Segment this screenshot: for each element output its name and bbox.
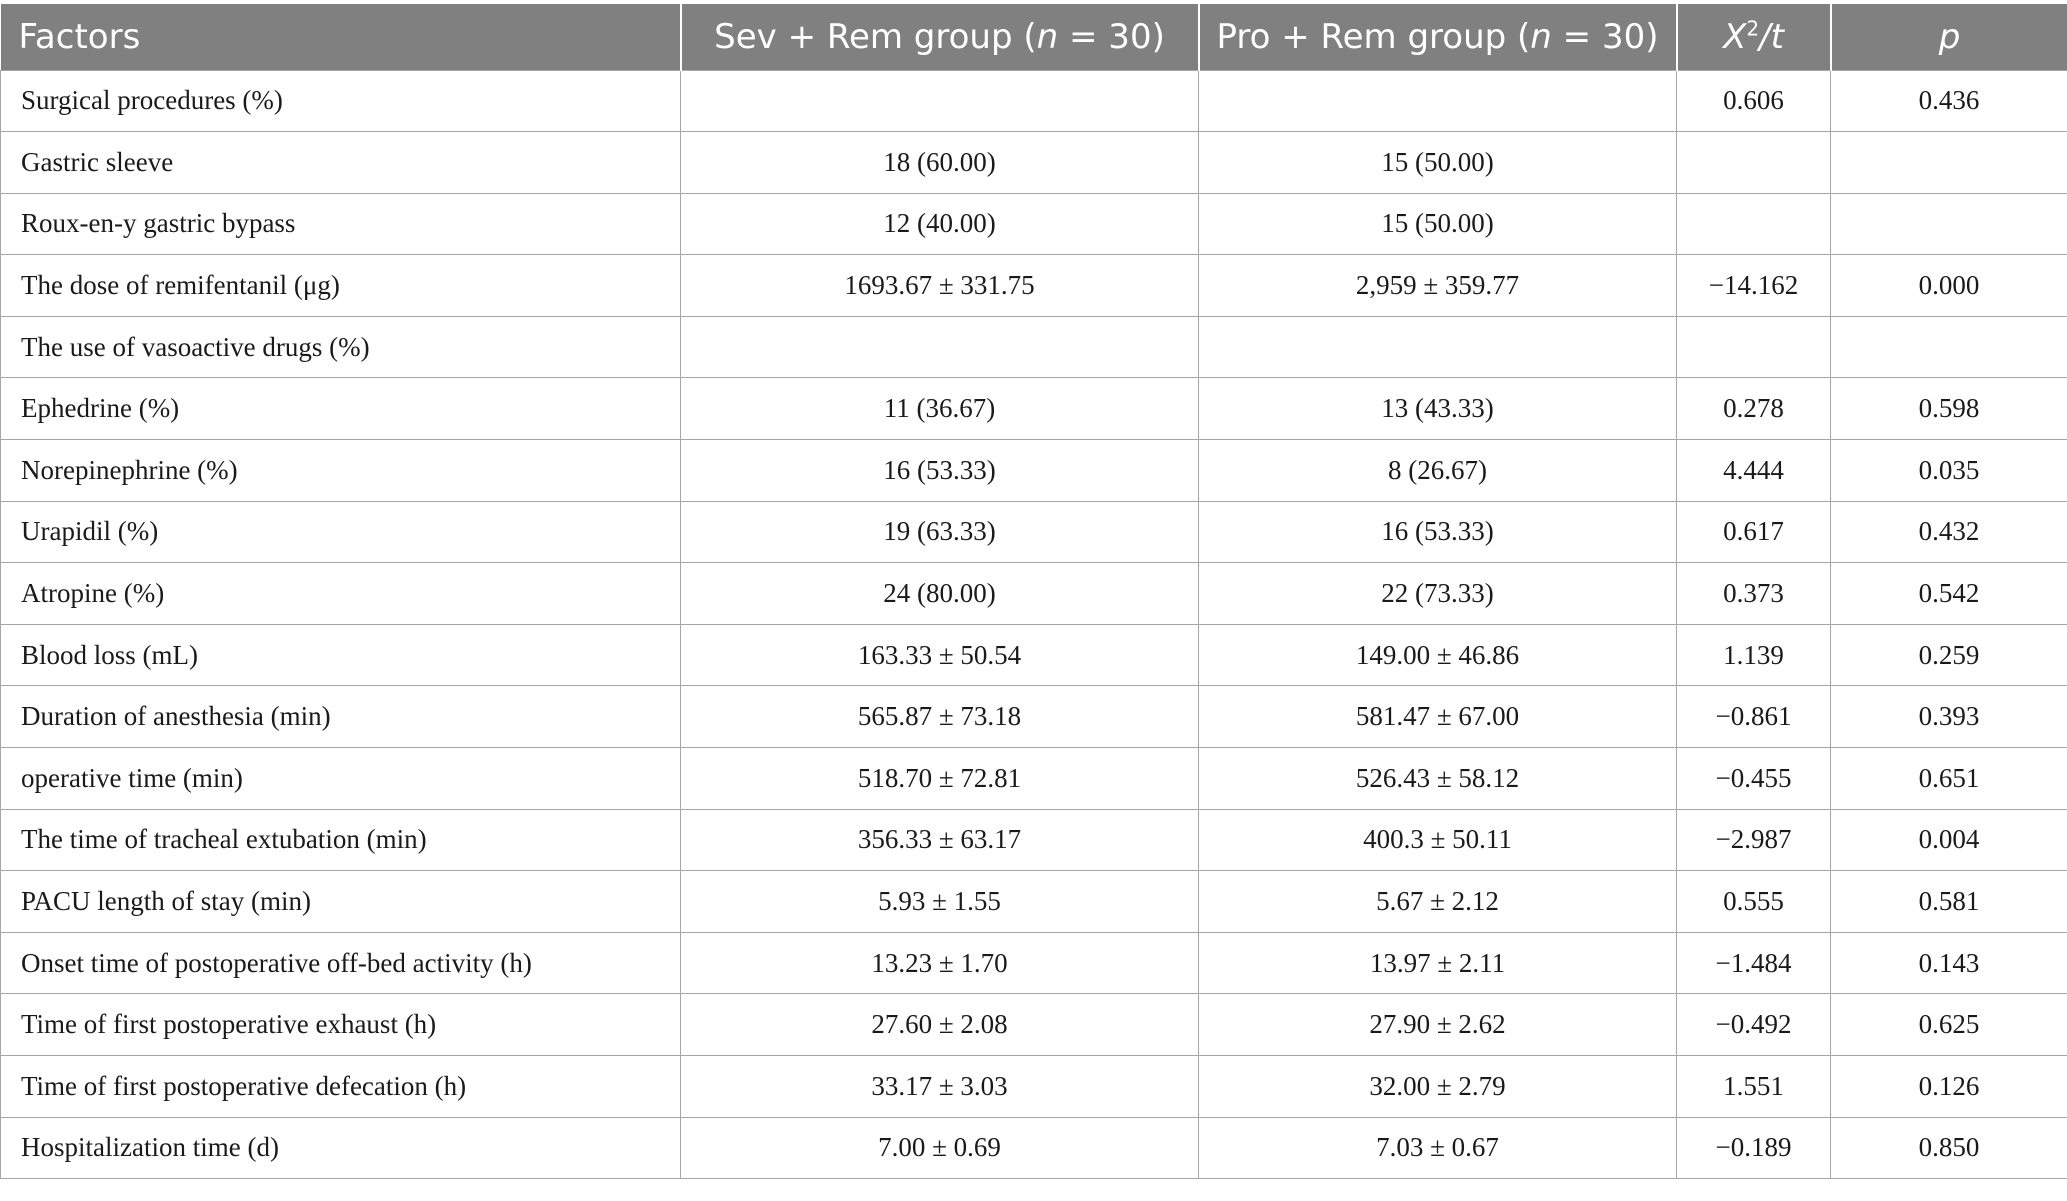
- sev-cell: 12 (40.00): [681, 193, 1199, 255]
- sev-cell: 18 (60.00): [681, 132, 1199, 194]
- factor-cell: operative time (min): [1, 748, 681, 810]
- p-cell: 0.393: [1831, 686, 2067, 748]
- pro-cell: 16 (53.33): [1199, 501, 1677, 563]
- p-cell: 0.000: [1831, 255, 2067, 317]
- p-cell: [1831, 193, 2067, 255]
- stat-cell: [1677, 193, 1831, 255]
- factor-cell: The dose of remifentanil (μg): [1, 255, 681, 317]
- sev-cell: 13.23 ± 1.70: [681, 932, 1199, 994]
- sev-cell: 11 (36.67): [681, 378, 1199, 440]
- p-cell: [1831, 316, 2067, 378]
- header-p-value: p: [1831, 4, 2067, 70]
- pro-cell: 400.3 ± 50.11: [1199, 809, 1677, 871]
- sev-cell: 7.00 ± 0.69: [681, 1117, 1199, 1179]
- p-cell: 0.143: [1831, 932, 2067, 994]
- sev-cell: [681, 70, 1199, 132]
- p-cell: 0.004: [1831, 809, 2067, 871]
- sev-cell: 163.33 ± 50.54: [681, 624, 1199, 686]
- stat-cell: 4.444: [1677, 440, 1831, 502]
- stat-cell: −0.455: [1677, 748, 1831, 810]
- table-row: [1, 132, 2067, 194]
- factor-cell: Roux-en-y gastric bypass: [1, 193, 681, 255]
- pro-cell: [1199, 70, 1677, 132]
- pro-cell: 526.43 ± 58.12: [1199, 748, 1677, 810]
- p-cell: 0.850: [1831, 1117, 2067, 1179]
- stat-cell: −14.162: [1677, 255, 1831, 317]
- factor-cell: Urapidil (%): [1, 501, 681, 563]
- sev-cell: 16 (53.33): [681, 440, 1199, 502]
- pro-cell: 149.00 ± 46.86: [1199, 624, 1677, 686]
- stat-cell: −0.861: [1677, 686, 1831, 748]
- header-sev-rem-group: Sev + Rem group (n = 30): [681, 4, 1199, 70]
- header-row: [1, 4, 2067, 70]
- factor-cell: Gastric sleeve: [1, 132, 681, 194]
- pro-cell: 2,959 ± 359.77: [1199, 255, 1677, 317]
- factor-cell: Ephedrine (%): [1, 378, 681, 440]
- stat-cell: −1.484: [1677, 932, 1831, 994]
- stat-cell: 1.551: [1677, 1056, 1831, 1118]
- stat-cell: −0.492: [1677, 994, 1831, 1056]
- stat-cell: 0.278: [1677, 378, 1831, 440]
- p-cell: 0.035: [1831, 440, 2067, 502]
- table-body: [1, 70, 2067, 1179]
- header-sev-n: n: [1036, 16, 1059, 57]
- p-cell: [1831, 132, 2067, 194]
- sev-cell: 5.93 ± 1.55: [681, 871, 1199, 933]
- sev-cell: 518.70 ± 72.81: [681, 748, 1199, 810]
- stat-cell: −2.987: [1677, 809, 1831, 871]
- header-pro-n: n: [1530, 16, 1552, 57]
- stat-cell: −0.189: [1677, 1117, 1831, 1179]
- factor-cell: The use of vasoactive drugs (%): [1, 316, 681, 378]
- p-cell: 0.436: [1831, 70, 2067, 132]
- header-factors: Factors: [18, 16, 141, 57]
- pro-cell: 13 (43.33): [1199, 378, 1677, 440]
- p-cell: 0.432: [1831, 501, 2067, 563]
- factor-cell: Duration of anesthesia (min): [1, 686, 681, 748]
- p-cell: 0.126: [1831, 1056, 2067, 1118]
- factor-cell: Blood loss (mL): [1, 624, 681, 686]
- sev-cell: [681, 316, 1199, 378]
- stat-cell: 0.617: [1677, 501, 1831, 563]
- sev-cell: 356.33 ± 63.17: [681, 809, 1199, 871]
- stat-cell: [1677, 132, 1831, 194]
- header-pro-rem-group: Pro + Rem group (n = 30): [1199, 4, 1677, 70]
- pro-cell: 22 (73.33): [1199, 563, 1677, 625]
- stat-cell: 0.606: [1677, 70, 1831, 132]
- table-row: [1, 563, 2067, 625]
- table-row: [1, 1117, 2067, 1179]
- table-row: [1, 871, 2067, 933]
- factor-cell: Time of first postoperative exhaust (h): [1, 994, 681, 1056]
- table-row: [1, 316, 2067, 378]
- sev-cell: 565.87 ± 73.18: [681, 686, 1199, 748]
- sev-cell: 27.60 ± 2.08: [681, 994, 1199, 1056]
- sev-cell: 24 (80.00): [681, 563, 1199, 625]
- factor-cell: Norepinephrine (%): [1, 440, 681, 502]
- stat-cell: [1677, 316, 1831, 378]
- pro-cell: 13.97 ± 2.11: [1199, 932, 1677, 994]
- sev-cell: 19 (63.33): [681, 501, 1199, 563]
- stat-cell: 1.139: [1677, 624, 1831, 686]
- factor-cell: Hospitalization time (d): [1, 1117, 681, 1179]
- table-row: [1, 255, 2067, 317]
- pro-cell: 27.90 ± 2.62: [1199, 994, 1677, 1056]
- p-cell: 0.625: [1831, 994, 2067, 1056]
- p-cell: 0.651: [1831, 748, 2067, 810]
- table-row: [1, 70, 2067, 132]
- data-table: [0, 4, 2067, 1179]
- table-row: [1, 440, 2067, 502]
- sev-cell: 1693.67 ± 331.75: [681, 255, 1199, 317]
- stat-cell: 0.555: [1677, 871, 1831, 933]
- pro-cell: 15 (50.00): [1199, 132, 1677, 194]
- factor-cell: Surgical procedures (%): [1, 70, 681, 132]
- pro-cell: 15 (50.00): [1199, 193, 1677, 255]
- factor-cell: Time of first postoperative defecation (h): [1, 1056, 681, 1118]
- stat-cell: 0.373: [1677, 563, 1831, 625]
- p-cell: 0.598: [1831, 378, 2067, 440]
- pro-cell: 32.00 ± 2.79: [1199, 1056, 1677, 1118]
- table-row: [1, 809, 2067, 871]
- table-row: [1, 193, 2067, 255]
- p-cell: 0.581: [1831, 871, 2067, 933]
- pro-cell: 581.47 ± 67.00: [1199, 686, 1677, 748]
- pro-cell: 7.03 ± 0.67: [1199, 1117, 1677, 1179]
- pro-cell: 5.67 ± 2.12: [1199, 871, 1677, 933]
- pro-cell: [1199, 316, 1677, 378]
- p-cell: 0.259: [1831, 624, 2067, 686]
- p-cell: 0.542: [1831, 563, 2067, 625]
- table-row: [1, 624, 2067, 686]
- sev-cell: 33.17 ± 3.03: [681, 1056, 1199, 1118]
- header-statistic: $X^2/t$: [1677, 4, 1831, 70]
- table-row: [1, 501, 2067, 563]
- table-row: [1, 378, 2067, 440]
- factor-cell: PACU length of stay (min): [1, 871, 681, 933]
- table-row: [1, 686, 2067, 748]
- factor-cell: The time of tracheal extubation (min): [1, 809, 681, 871]
- factor-cell: Onset time of postoperative off-bed activity (h): [1, 932, 681, 994]
- pro-cell: 8 (26.67): [1199, 440, 1677, 502]
- table-row: [1, 748, 2067, 810]
- factor-cell: Atropine (%): [1, 563, 681, 625]
- table-row: [1, 994, 2067, 1056]
- table-row: [1, 932, 2067, 994]
- table-row: [1, 1056, 2067, 1118]
